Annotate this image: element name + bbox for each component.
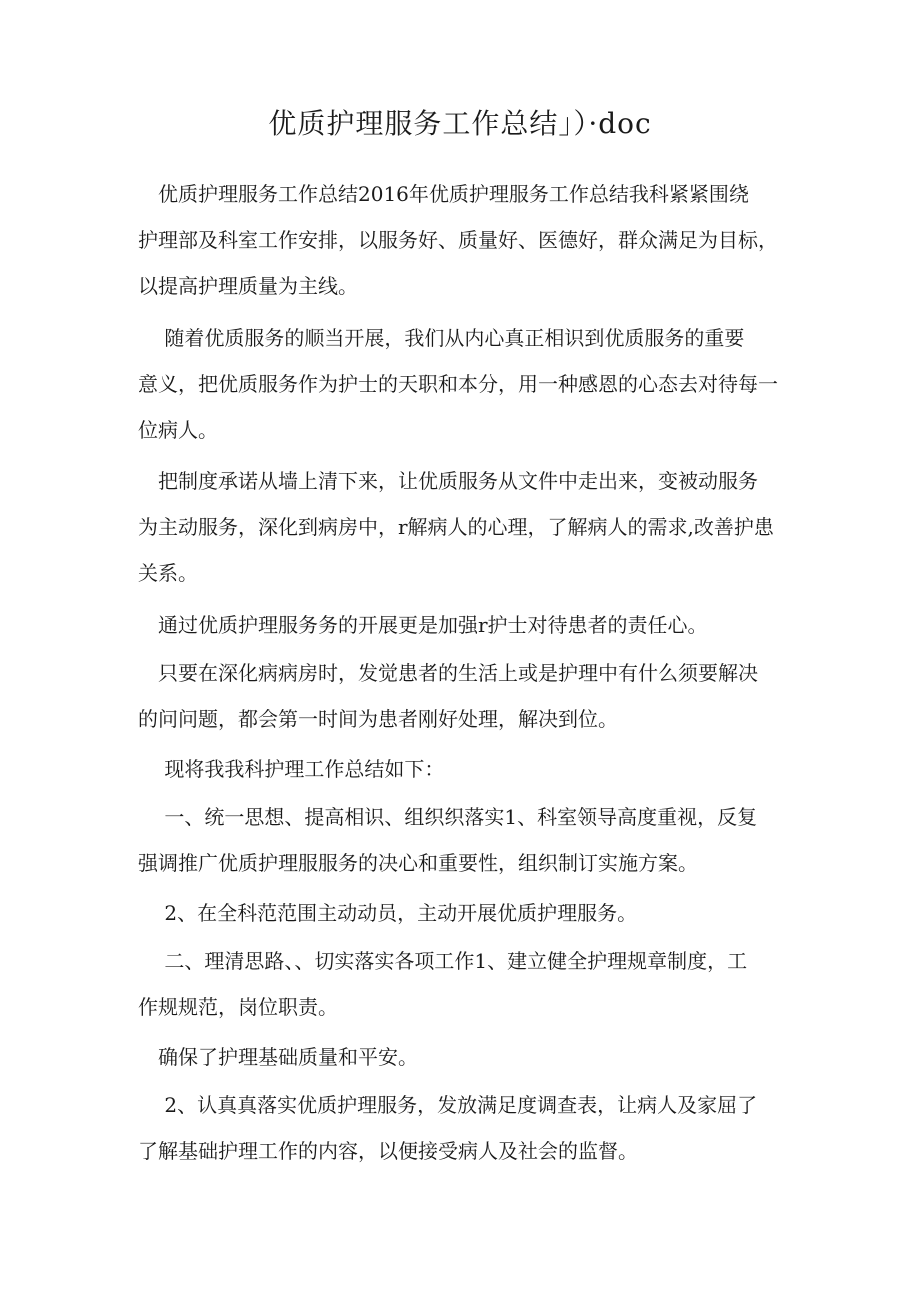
text-line: 通过优质护理服务务的开展更是加强r护士对待患者的责任心。 (138, 613, 708, 637)
paragraph-quality-safety (138, 1034, 788, 1080)
paragraph-section-two (138, 938, 788, 1030)
text-line: 随着优质服务的顺当开展，我们从内心真正相识到优质服务的重要 (138, 326, 745, 350)
text-line: 一、统一思想、提高相识、组织织落实1、科室领导高度重视，反复 (138, 805, 758, 829)
text-line: 强调推广优质护理服服务的决心和重要性，组织制订实施方案。 (138, 851, 698, 875)
text-line: 二、理清思路、、切实落实各项工作1、建立健全护理规章制度，工 (138, 949, 748, 973)
text-line: 护理部及科室工作安排，以服务好、质量好、医德好，群众满足为目标， (138, 228, 778, 252)
text-line: 意义，把优质服务作为护士的天职和本分，用一种感恩的心态去对待每一 (138, 372, 778, 396)
document-title: 优质护理服务工作总结」）·doc (268, 107, 652, 140)
text-line: 的问问题，都会第一时间为患者刚好处理，解决到位。 (138, 707, 618, 731)
paragraph-proactive-service (138, 458, 788, 596)
text-line: 以提高护理质量为主线。 (138, 274, 358, 298)
paragraph-section-one (138, 794, 788, 886)
text-line: 确保了护理基础质量和平安。 (138, 1045, 418, 1069)
text-line: 现将我我科护理工作总结如下： (138, 757, 445, 781)
paragraph-responsibility (138, 602, 788, 648)
paragraph-section-two-item-two (138, 1082, 788, 1174)
text-line: 2、认真真落实优质护理服务，发放满足度调查表，让病人及家屈了 (138, 1093, 758, 1117)
paragraph-ward-visits (138, 650, 788, 742)
paragraph-summary-intro (138, 746, 788, 792)
text-line: 为主动服务，深化到病房中，r解病人的心理，了解病人的需求,改善护患 (138, 515, 774, 539)
paragraph-service-meaning (138, 315, 788, 453)
text-line: 位病人。 (138, 418, 218, 442)
text-line: 关系。 (138, 561, 198, 585)
text-line: 作规规范，岗位职责。 (138, 995, 338, 1019)
text-line: 了解基础护理工作的内容，以便接受病人及社会的监督。 (138, 1139, 638, 1163)
text-line: 只要在深化病病房时，发觉患者的生活上或是护理中有什么须要解决 (138, 661, 758, 685)
text-line: 2、在全科范范围主动动员，主动开展优质护理服务。 (138, 901, 638, 925)
text-line: 优质护理服务工作总结2016年优质护理服务工作总结我科紧紧围绕 (138, 182, 749, 206)
paragraph-section-one-item-two (138, 890, 788, 936)
text-line: 把制度承诺从墙上清下来，让优质服务从文件中走出来，变被动服务 (138, 469, 758, 493)
paragraph-intro (138, 171, 788, 309)
